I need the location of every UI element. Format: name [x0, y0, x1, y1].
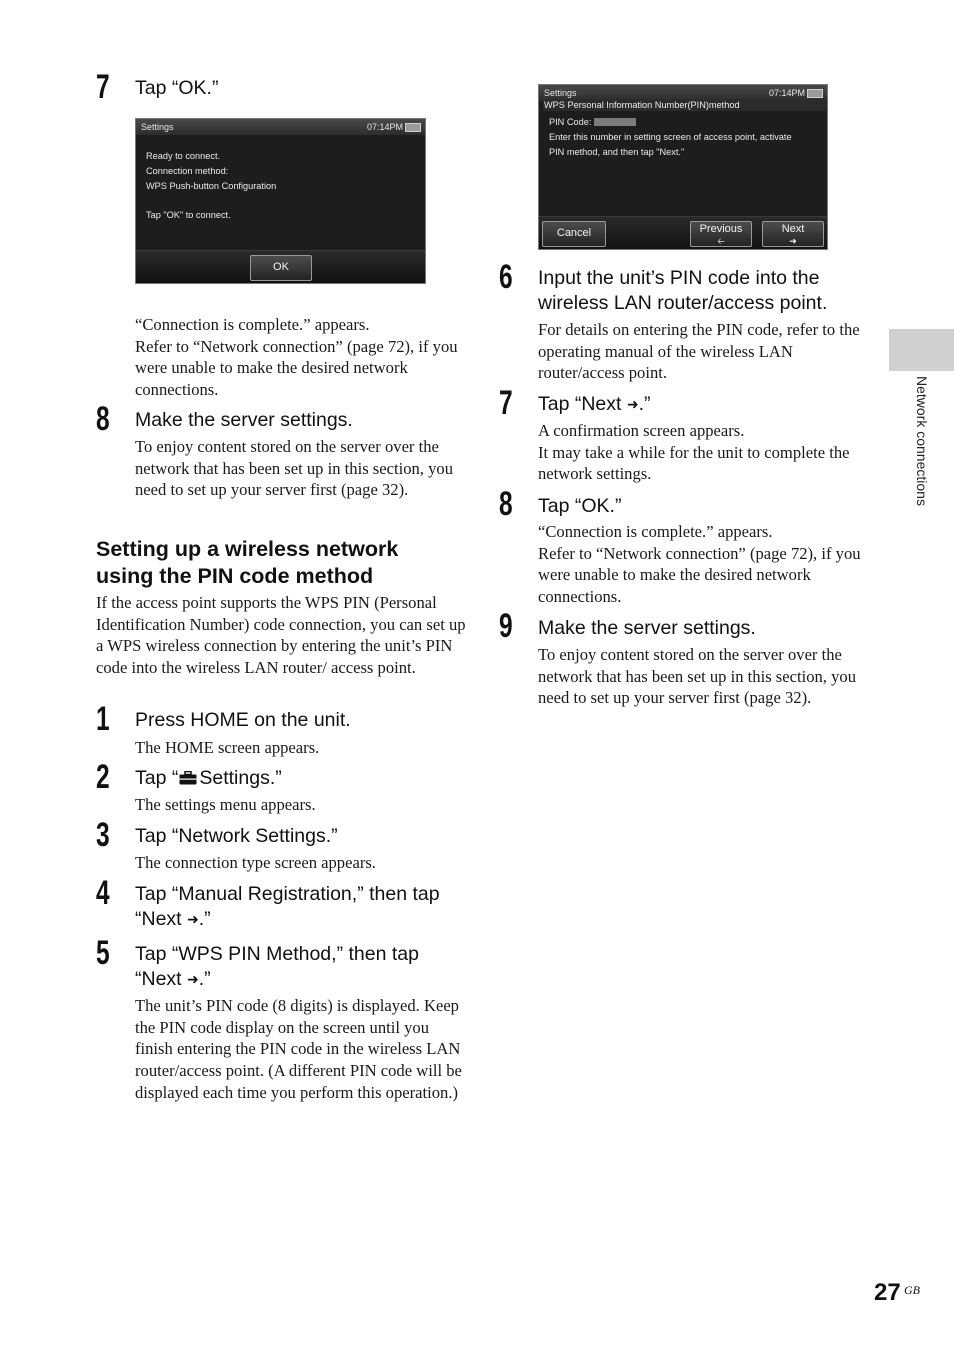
step-number: 3 [96, 816, 110, 854]
cancel-button[interactable]: Cancel [542, 221, 606, 247]
paragraph: “Connection is complete.” appears. [538, 522, 773, 541]
step-heading: Tap “Network Settings.” [135, 825, 338, 847]
screen-title-bar [136, 119, 425, 135]
side-section-label: Network connections [914, 376, 930, 506]
page-number: 27 [874, 1279, 901, 1306]
step-heading: Tap “OK.” [538, 495, 622, 517]
step-heading: Tap “OK.” [135, 77, 219, 99]
step-number: 7 [96, 68, 110, 106]
battery-icon [405, 123, 421, 132]
heading-part: .” [198, 908, 211, 930]
heading-line: Tap “WPS PIN Method,” then tap [135, 943, 419, 965]
step-body: The connection type screen appears. [135, 853, 376, 872]
step-body [538, 521, 873, 608]
previous-button[interactable] [690, 221, 752, 247]
heading-line [135, 907, 475, 932]
step-number: 8 [96, 400, 110, 438]
page-suffix: GB [904, 1283, 920, 1297]
section-intro: If the access point supports the WPS PIN (Personal Identification Number) code connection, you can set up a WPS wireless connection by entering the unit’s PIN code into the wireless LAN router/ access point. [96, 593, 466, 678]
heading-part: Tap “Next [538, 393, 622, 415]
next-button[interactable] [762, 221, 824, 247]
ok-button[interactable]: OK [250, 255, 312, 281]
step-heading: Press HOME on the unit. [135, 709, 351, 731]
toolbox-icon [179, 771, 197, 785]
heading-part: .” [198, 968, 211, 990]
step-number: 8 [499, 485, 513, 523]
step-body: To enjoy content stored on the server over the network that has been set up in this section, you need to set up your server first (page 32). [538, 645, 856, 708]
step-number: 9 [499, 607, 513, 645]
screenshot-wps-pin [538, 84, 828, 250]
arrow-left-icon: 🡠 [717, 236, 725, 246]
step-number: 4 [96, 874, 110, 912]
step-number: 7 [499, 384, 513, 422]
paragraph: Refer to “Network connection” (page 72), if you were unable to make the desired network connections. [538, 543, 861, 607]
screen-clock: 07:14PM [768, 88, 805, 98]
step-heading [538, 392, 651, 417]
screen-line: Tap "OK" to connect. [146, 210, 231, 220]
step-body: For details on entering the PIN code, refer to the operating manual of the wireless LAN router/access point. [538, 320, 860, 383]
step-heading [135, 882, 475, 932]
screen-line: Connection method: [146, 166, 229, 176]
screen-line: WPS Push-button Configuration [146, 181, 277, 191]
step-body: The settings menu appears. [135, 795, 316, 814]
heading-part: Settings.” [199, 767, 282, 789]
screen-line: Ready to connect. [146, 151, 221, 161]
section-title: Setting up a wireless network using the PIN code method [96, 537, 399, 588]
pin-label: PIN Code: [549, 117, 592, 127]
heading-part: “Next [135, 968, 182, 990]
pin-code-value [594, 118, 636, 126]
screen-line: Enter this number in setting screen of access point, activate [549, 132, 792, 142]
step-heading: Make the server settings. [538, 617, 756, 639]
screen-line: PIN method, and then tap "Next." [549, 147, 685, 157]
battery-icon [807, 89, 823, 98]
heading-line: Tap “Manual Registration,” then tap [135, 883, 440, 905]
screen-heading: WPS Personal Information Number(PIN)method [543, 99, 827, 111]
step-number: 2 [96, 758, 110, 796]
step-body: The unit’s PIN code (8 digits) is displayed. Keep the PIN code display on the screen until you finish entering the PIN code in the wireless LAN router/access point. (A different PIN code will be displayed each time you perform this operation.) [135, 996, 462, 1102]
screen-title: Settings [141, 122, 174, 132]
arrow-right-icon: ➜ [626, 396, 639, 412]
step-heading [135, 942, 475, 992]
step-heading [135, 766, 282, 791]
paragraph: “Connection is complete.” appears. [135, 315, 370, 334]
step-body: To enjoy content stored on the server over the network that has been set up in this section, you need to set up your server first (page 32). [135, 437, 453, 500]
step-number: 6 [499, 258, 513, 296]
step-heading: Input the unit’s PIN code into the wireless LAN router/access point. [538, 267, 828, 314]
result-text [135, 314, 470, 401]
arrow-right-icon: ➜ [789, 236, 797, 246]
pin-code-line [549, 116, 636, 128]
paragraph: It may take a while for the unit to complete the network settings. [538, 442, 850, 484]
heading-part: “Next [135, 908, 182, 930]
arrow-right-icon: ➜ [187, 911, 199, 927]
step-number: 1 [96, 700, 110, 738]
section-tab-marker [889, 329, 954, 371]
paragraph: A confirmation screen appears. [538, 421, 745, 440]
previous-label: Previous [699, 223, 743, 235]
screenshot-ready-to-connect [135, 118, 426, 284]
step-body: The HOME screen appears. [135, 738, 320, 757]
screen-clock: 07:14PM [366, 122, 403, 132]
heading-part: .” [638, 393, 651, 415]
paragraph: Refer to “Network connection” (page 72), if you were unable to make the desired network connections. [135, 336, 458, 400]
screen-title: Settings [544, 88, 577, 98]
step-body [538, 420, 873, 485]
step-number: 5 [96, 934, 110, 972]
step-heading: Make the server settings. [135, 409, 353, 431]
heading-part: Tap “ [135, 767, 179, 789]
heading-line [135, 967, 475, 992]
next-label: Next [781, 223, 805, 235]
arrow-right-icon: ➜ [187, 971, 199, 987]
